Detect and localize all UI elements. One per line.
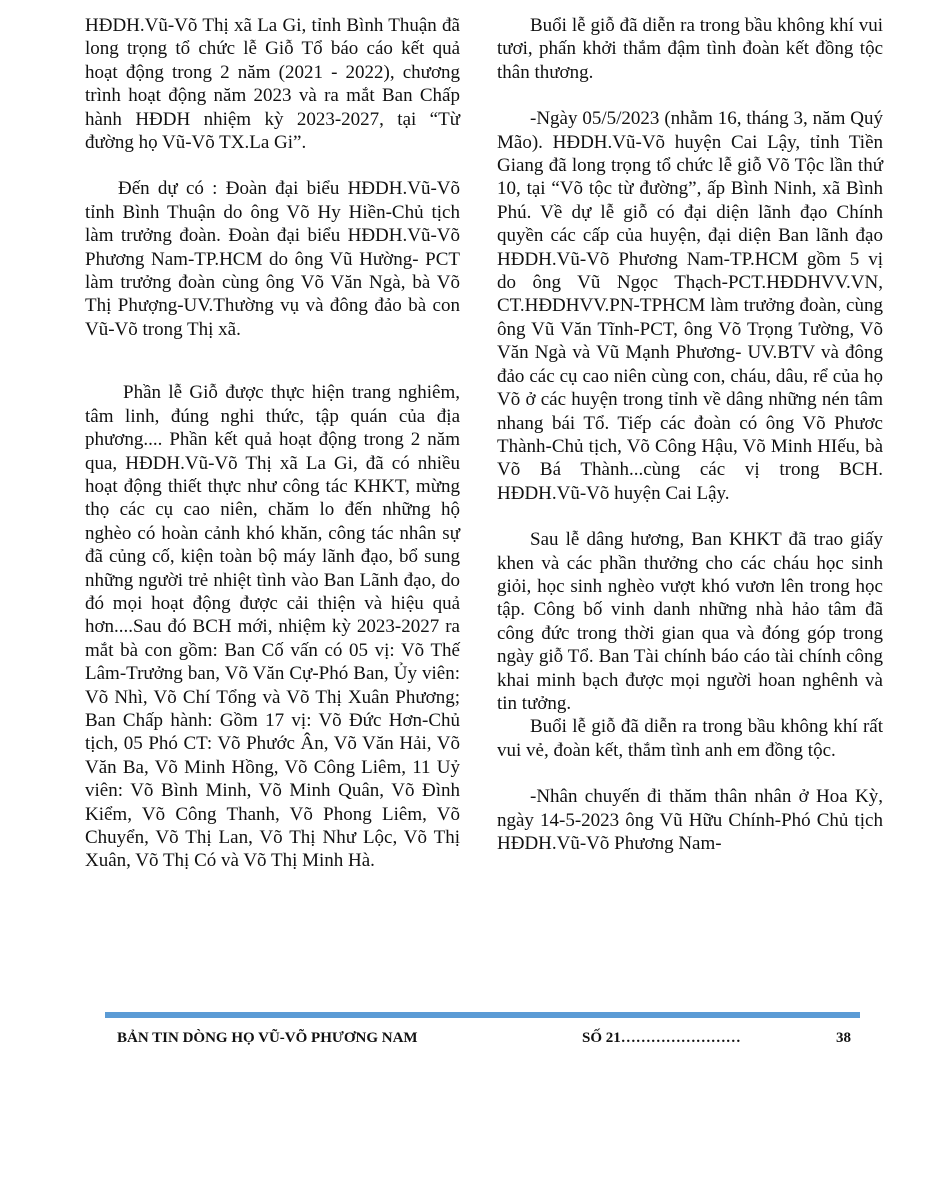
page-number: 38 (836, 1030, 851, 1046)
right-paragraph-4: Buổi lễ giỗ đã diễn ra trong bầu không khí rất vui vẻ, đoàn kết, thắm tình anh em đồng tộc. (497, 716, 883, 761)
left-paragraph-2: Đến dự có : Đoàn đại biểu HĐDH.Vũ-Võ tỉnh Bình Thuận do ông Võ Hy Hiền-Chủ tịch làm trưởng đoàn. Đoàn đại biểu HĐDH.Vũ-Võ Phương Nam-TP.HCM do ông Vũ Hường- PCT làm trưởng đoàn cùng ông Võ Văn Ngà, bà Võ Thị Phượng-UV.Thường vụ và đông đảo bà con Vũ-Võ trong Thị xã. (85, 178, 460, 340)
newsletter-title: BẢN TIN DÒNG HỌ VŨ-VÕ PHƯƠNG NAM (117, 1030, 418, 1046)
left-paragraph-1: HĐDH.Vũ-Võ Thị xã La Gi, tỉnh Bình Thuận đã long trọng tổ chức lễ Giỗ Tổ báo cáo kết quả hoạt động trong 2 năm (2021 - 2022), chương trình hoạt động năm 2023 và ra mắt Ban Chấp hành HĐDH nhiệm kỳ 2023-2027, tại “Từ đường họ Vũ-Võ TX.La Gi”. (85, 15, 460, 154)
left-paragraph-3: Phần lễ Giỗ được thực hiện trang nghiêm, tâm linh, đúng nghi thức, tập quán của địa phương.... Phần kết quả hoạt động trong 2 năm qua, HĐDH.Vũ-Võ Thị xã La Gi, đã có nhiều hoạt động thiết thực như công tác KHKT, mừng thọ các cụ cao niên, chăm lo đến những hộ nghèo có hoàn cảnh khó khăn, công tác nhân sự đã củng cố, kiện toàn bộ máy lãnh đạo, bổ sung những người trẻ nhiệt tình vào Ban Lãnh đạo, do đó mọi hoạt động được cải thiện và hiệu quả hơn....Sau đó BCH mới, nhiệm kỳ 2023-2027 ra mắt bà con gồm: Ban Cố vấn có 05 vị: Võ Thế Lâm-Trưởng ban, Võ Văn Cự-Phó Ban, Ủy viên: Võ Nhì, Võ Chí Tổng và Võ Thị Xuân Phương; Ban Chấp hành: Gồm 17 vị: Võ Đức Hơn-Chủ tịch, 05 Phó CT: Võ Phước Ân, Võ Văn Hải, Võ Văn Ba, Võ Minh Hồng, Võ Công Liêm, 11 Uỷ viên: Võ Bình Minh, Võ Minh Quân, Võ Đình Kiểm, Võ Công Thanh, Võ Phong Liêm, Võ Chuyển, Võ Thị Lan, Võ Thị Như Lộc, Võ Thị Xuân, Võ Thị Có và Võ Thị Minh Hà. (85, 382, 460, 872)
right-paragraph-1: Buổi lễ giỗ đã diễn ra trong bầu không khí vui tươi, phấn khởi thắm đậm tình đoàn kết đồng tộc thân thương. (497, 15, 883, 83)
footer-divider (105, 1012, 860, 1018)
right-paragraph-5: -Nhân chuyến đi thăm thân nhân ở Hoa Kỳ, ngày 14-5-2023 ông Vũ Hữu Chính-Phó Chủ tịch HĐDH.Vũ-Võ Phương Nam- (497, 786, 883, 854)
right-paragraph-3: Sau lễ dâng hương, Ban KHKT đã trao giấy khen và các phần thưởng cho các cháu học sinh giỏi, học sinh nghèo vượt khó vươn lên trong học tập. Công bố vinh danh những nhà hảo tâm đã công đức trong thời gian qua và đóng góp trong ngày giỗ Tổ. Ban Tài chính báo cáo tài chính công khai minh bạch được mọi người hoan nghênh và tin tưởng. (497, 529, 883, 714)
page-footer (0, 1030, 927, 1054)
right-paragraph-2: -Ngày 05/5/2023 (nhằm 16, tháng 3, năm Quý Mão). HĐDH.Vũ-Võ huyện Cai Lậy, tỉnh Tiền Giang đã long trọng tổ chức lễ giỗ Võ Tộc lần thứ 10, tại “Võ tộc từ đường”, ấp Bình Ninh, xã Bình Phú. Về dự lễ giỗ có đại diện lãnh đạo Chính quyền các cấp của huyện, đại diện Ban lãnh đạo HĐDH.Vũ-Võ Phương Nam-TP.HCM gồm 5 vị do ông Vũ Ngọc Thạch-PCT.HĐDHVV.VN, CT.HĐDHVV.PN-TPHCM làm trưởng đoàn, cùng ông Vũ Văn Tĩnh-PCT, ông Võ Trọng Tường, Võ Văn Ngà và Vũ Mạnh Phương- UV.BTV và đông đảo các cụ cao niên cùng con, cháu, dâu, rể của họ Võ ở các huyện trong tỉnh về dâng những nén tâm nhang bái Tổ. Tiếp các đoàn có ông Võ Phươc Thành-Chủ tịch, Võ Công Hậu, Võ Minh HIếu, bà Võ Bá Thành...cùng các vị trong BCH. HĐDH.Vũ-Võ huyện Cai Lậy. (497, 108, 883, 504)
right-column (497, 14, 883, 855)
issue-number: SỐ 21…………………… (582, 1030, 741, 1046)
left-column (85, 14, 460, 873)
